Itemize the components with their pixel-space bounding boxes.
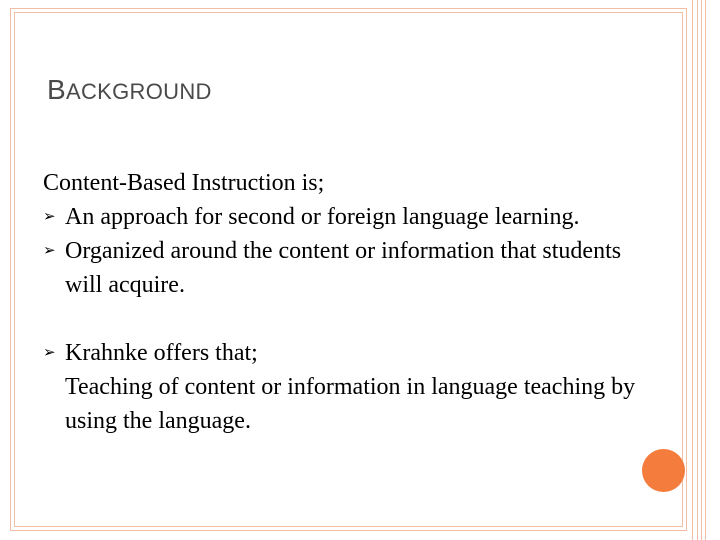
bullet-subtext: Teaching of content or information in language teaching by using the language. <box>65 374 636 434</box>
bullet-item <box>43 336 643 438</box>
intro-text: Content-Based Instruction is; <box>43 170 325 196</box>
slide-title <box>47 72 212 104</box>
bullet-list <box>43 200 643 438</box>
bullet-text: Krahnke offers that; <box>65 340 258 366</box>
decor-line <box>692 0 693 540</box>
arrowhead-bullet-icon: ➢ <box>43 209 56 225</box>
arrowhead-bullet-icon: ➢ <box>43 345 56 361</box>
bullet-item <box>43 234 643 302</box>
decor-line <box>705 0 706 540</box>
bullet-text: An approach for second or foreign language learning. <box>65 204 580 230</box>
accent-circle <box>642 449 685 492</box>
bullet-text: Organized around the content or information that students will acquire. <box>65 238 622 298</box>
bullet-item <box>43 200 643 234</box>
decor-line <box>701 0 702 540</box>
decor-line <box>697 0 698 540</box>
slide-title-rest: ACKGROUND <box>65 79 212 104</box>
arrowhead-bullet-icon: ➢ <box>43 243 56 259</box>
slide-title-cap: B <box>47 74 66 105</box>
slide-body <box>43 166 643 438</box>
